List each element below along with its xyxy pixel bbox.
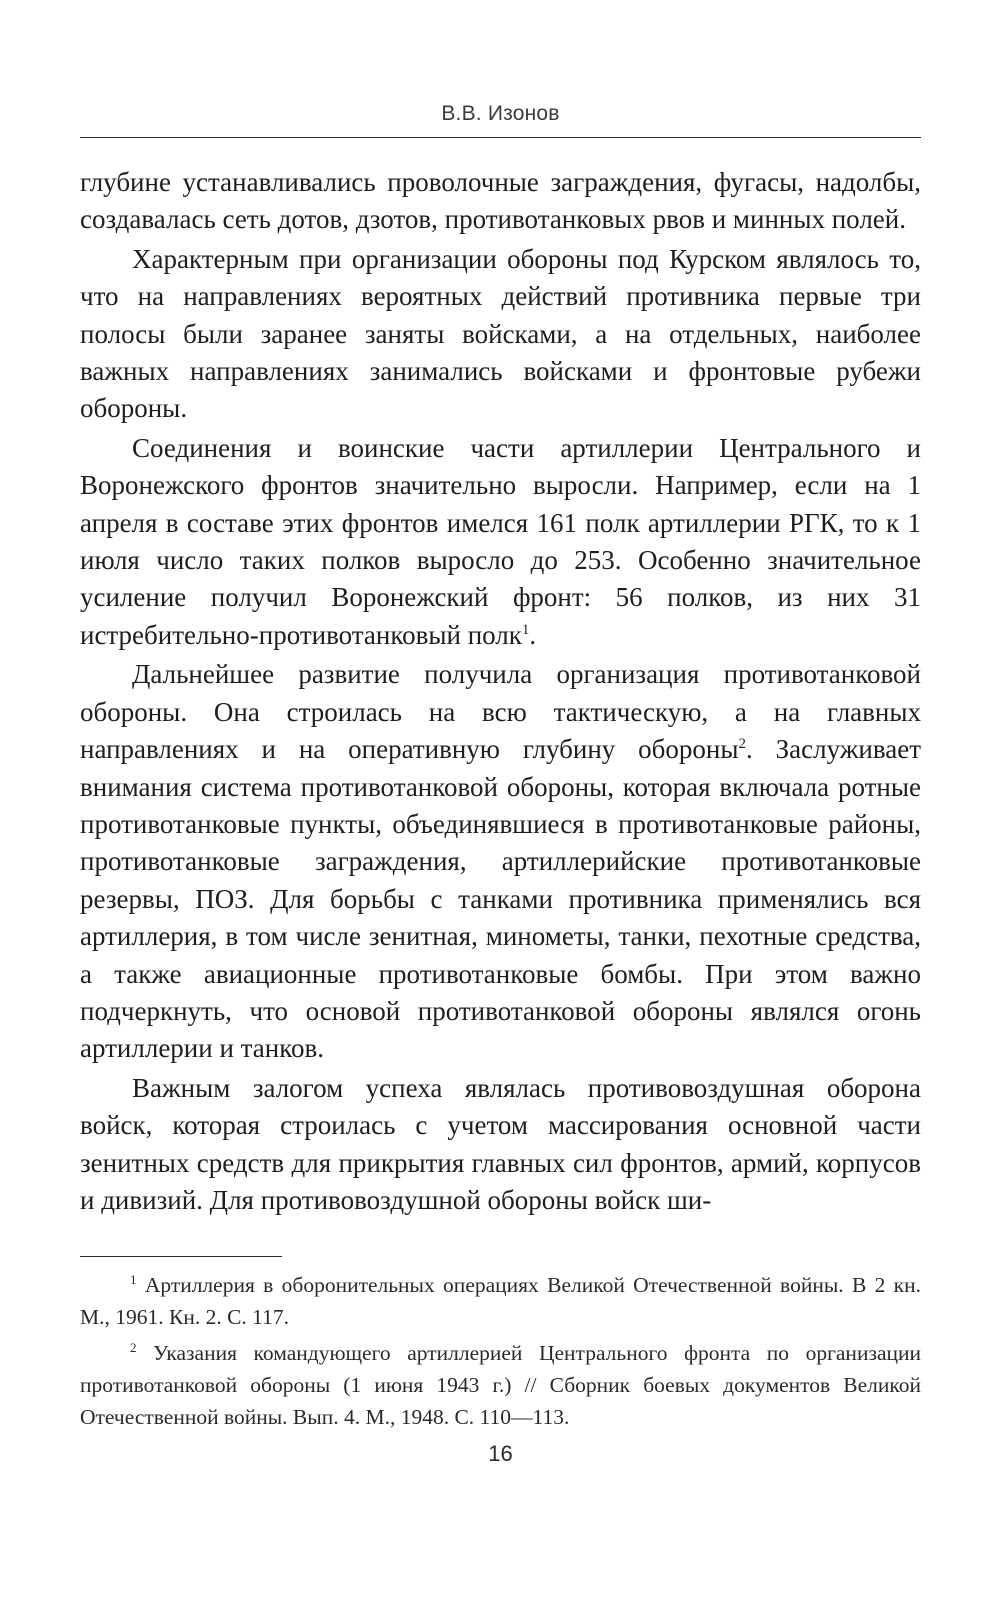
header-rule [80, 137, 921, 138]
page-number: 16 [488, 1441, 513, 1466]
footnote-ref-2[interactable]: 2 [738, 736, 746, 753]
paragraph-3-text: Соединения и воинские части артиллерии Центрального и Воронежского фронтов значительно выросли. Например, если на 1 апреля в составе этих фронтов имелся 161 полк артиллерии РГК, то к 1 июля число таких полков выросло до 253. Особенно значительное усиление получил Воронежский фронт: 56 полков, из них 31 истребительно-противотанковый полк [80, 432, 921, 650]
footnote-1 [80, 1269, 921, 1333]
footnote-2-text: Указания командующего артиллерией Центрального фронта по организации противотанковой обороны (1 июня 1943 г.) // Сборник боевых документов Великой Отечественной войны. Вып. 4. М., 1948. С. 110—113. [80, 1341, 921, 1429]
running-header: В.В. Изонов [441, 102, 560, 125]
footnote-1-text: Артиллерия в оборонительных операциях Великой Отечественной войны. В 2 кн. М., 1961. Кн. 2. С. 117. [80, 1273, 921, 1329]
paragraph-4 [80, 656, 921, 1067]
footnote-2 [80, 1337, 921, 1433]
paragraph-4-text: Дальнейшее развитие получила организация противотанковой обороны. Она строилась на всю тактическую, а на главных направлениях и на оперативную глубину обороны [80, 659, 921, 765]
footnote-separator [80, 1256, 282, 1257]
main-text [80, 164, 921, 1221]
paragraph-1: глубине устанавливались проволочные заграждения, фугасы, надолбы, создавалась сеть дотов, дзотов, противотанковых рвов и минных полей. [80, 167, 921, 235]
paragraph-4-text-continued: . Заслуживает внимания система противотанковой обороны, которая включала ротные противотанковые пункты, объединявшиеся в противотанковые районы, противотанковые заграждения, артиллерийские противотанковые резервы, ПОЗ. Для борьбы с танками противника применялись вся артиллерия, в том числе зенитная, минометы, танки, пехотные средства, а также авиационные противотанковые бомбы. При этом важно подчеркнуть, что основой противотанковой обороны являлся огонь артиллерии и танков. [80, 734, 921, 1064]
footnotes [80, 1269, 921, 1437]
footnote-ref-1[interactable]: 1 [521, 621, 530, 638]
paragraph-3-end: . [529, 619, 537, 650]
paragraph-5: Важным залогом успеха являлась противовоздушная оборона войск, которая строилась с учетом массирования основной части зенитных средств для прикрытия главных сил фронтов, армий, корпусов и дивизий. Для противовоздушной обороны войск ши- [80, 1072, 921, 1215]
footnote-2-marker: 2 [130, 1339, 137, 1355]
paragraph-2: Характерным при организации обороны под Курском являлось то, что на направлениях вероятных действий противника первые три полосы были заранее заняты войсками, а на отдельных, наиболее важных направлениях занимались войсками и фронтовые рубежи обороны. [80, 243, 921, 424]
paragraph-3 [80, 430, 921, 654]
footnote-1-marker: 1 [130, 1271, 137, 1287]
